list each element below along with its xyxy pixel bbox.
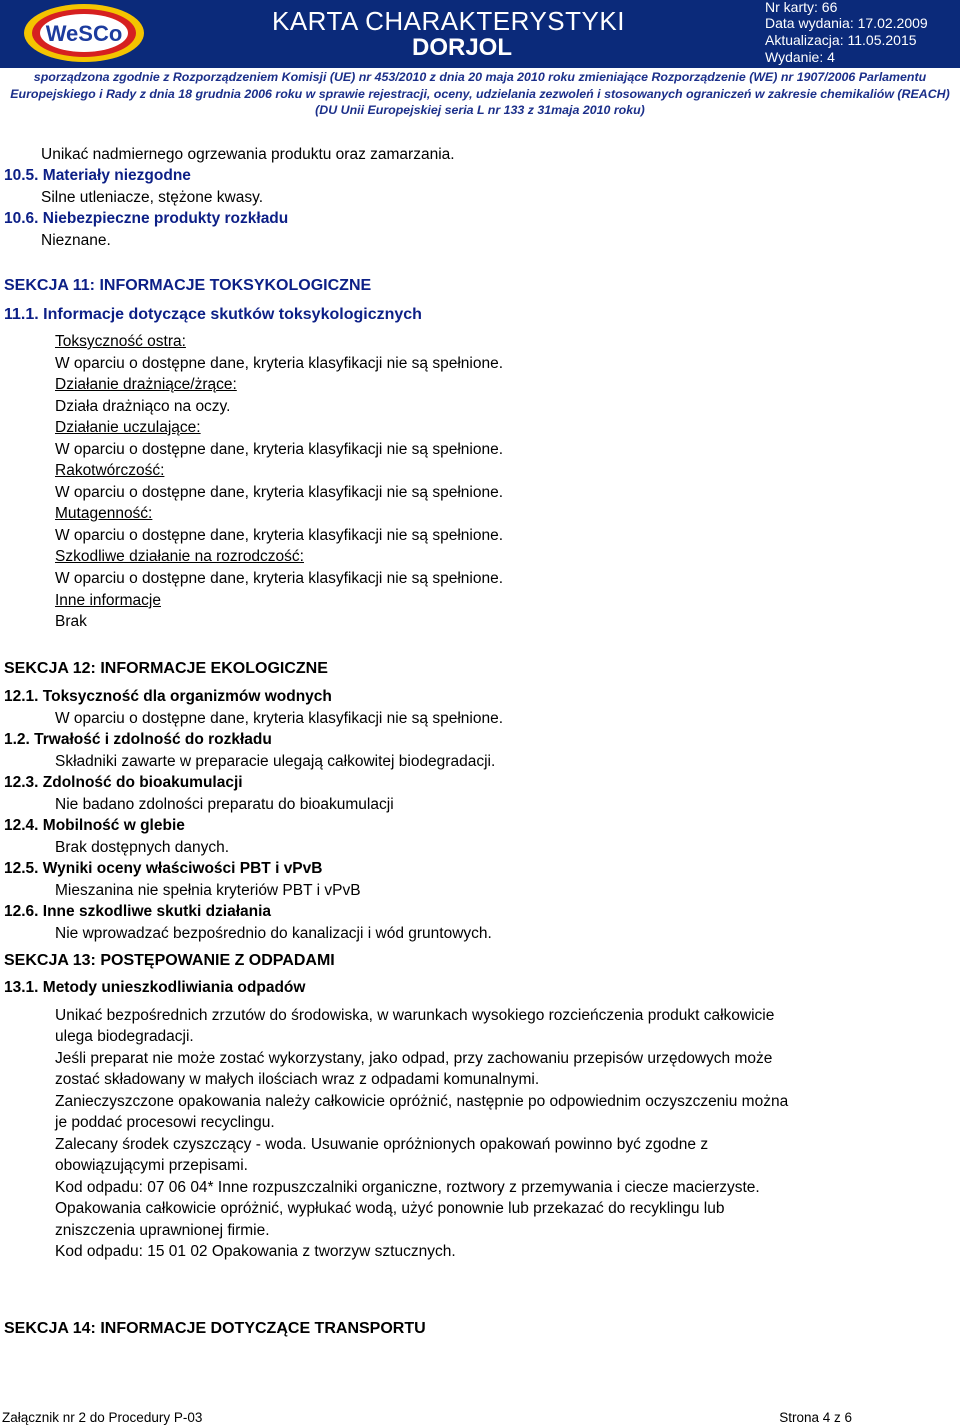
s13-line: Kod odpadu: 15 01 02 Opakowania z tworzyw sztucznych. — [55, 1243, 456, 1260]
s13-line: Zalecany środek czyszczący - woda. Usuwanie opróżnionych opakowań powinno być zgodne z — [55, 1136, 709, 1153]
edition: Wydanie: 4 — [765, 49, 835, 65]
regulation-line-1: sporządzona zgodnie z Rozporządzeniem Komisji (UE) nr 453/2010 z dnia 20 maja 2010 roku zmieniające Rozporządzenie (WE) nr 1907/2006 Parlamentu — [33, 70, 927, 84]
tox-text: W oparciu o dostępne dane, kryteria klasyfikacji nie są spełnione. — [55, 441, 504, 458]
tox-text: Brak — [55, 613, 87, 630]
section-12-heading: SEKCJA 12: INFORMACJE EKOLOGICZNE — [4, 660, 328, 677]
s12-subheading: 12.3. Zdolność do bioakumulacji — [4, 774, 243, 791]
s13-line: zostać składowany w małych ilościach wraz z odpadami komunalnymi. — [55, 1071, 540, 1088]
s12-text: Nie wprowadzać bezpośrednio do kanalizacji i wód gruntowych. — [55, 925, 492, 942]
s11-1-heading: 11.1. Informacje dotyczące skutków toksykologicznych — [4, 306, 422, 323]
section-13-heading: SEKCJA 13: POSTĘPOWANIE Z ODPADAMI — [4, 952, 335, 969]
section-14-heading: SEKCJA 14: INFORMACJE DOTYCZĄCE TRANSPORTU — [4, 1320, 426, 1337]
s13-line: obowiązującymi przepisami. — [55, 1157, 248, 1174]
regulation-line-2: Europejskiego i Rady z dnia 18 grudnia 2006 roku w sprawie rejestracji, oceny, udzielania zezwoleń i stosowanych ograniczeń w zakresie chemikaliów (REACH) — [10, 87, 950, 101]
document-title: KARTA CHARAKTERYSTYKI — [272, 6, 625, 36]
s12-text: Brak dostępnych danych. — [55, 839, 230, 856]
s12-text: W oparciu o dostępne dane, kryteria klasyfikacji nie są spełnione. — [55, 710, 504, 727]
tox-text: W oparciu o dostępne dane, kryteria klasyfikacji nie są spełnione. — [55, 484, 504, 501]
s10-5-text: Silne utleniacze, stężone kwasy. — [41, 189, 263, 206]
s12-text: Mieszanina nie spełnia kryteriów PBT i vPvB — [55, 882, 361, 899]
s13-line: je poddać procesowi recyclingu. — [55, 1114, 275, 1131]
regulation-line-3: (DU Unii Europejskiej seria L nr 133 z 31maja 2010 roku) — [315, 103, 645, 117]
tox-label: Działanie uczulające: — [55, 419, 201, 436]
card-number: Nr karty: 66 — [765, 0, 838, 15]
tox-label: Mutagenność: — [55, 505, 153, 522]
s13-line: Jeśli preparat nie może zostać wykorzystany, jako odpad, przy zachowaniu przepisów urzędowych może — [55, 1050, 773, 1067]
s13-line: Kod odpadu: 07 06 04* Inne rozpuszczalniki organiczne, roztwory z przemywania i ciecze macierzyste. — [55, 1179, 760, 1196]
s13-1-heading: 13.1. Metody unieszkodliwiania odpadów — [4, 979, 306, 996]
tox-text: Działa drażniąco na oczy. — [55, 398, 231, 415]
s13-line: Zanieczyszczone opakowania należy całkowicie opróżnić, następnie po odpowiednim oczyszczeniu można — [55, 1093, 789, 1110]
s13-line: Opakowania całkowicie opróżnić, wypłukać wodą, użyć ponownie lub przekazać do recyklingu lub — [55, 1200, 725, 1217]
s13-line: zniszczenia uprawnionej firmie. — [55, 1222, 270, 1239]
svg-text:WeSCo: WeSCo — [45, 21, 123, 46]
tox-text: W oparciu o dostępne dane, kryteria klasyfikacji nie są spełnione. — [55, 527, 504, 544]
issue-date: Data wydania: 17.02.2009 — [765, 15, 928, 31]
footer-appendix: Załącznik nr 2 do Procedury P-03 — [2, 1410, 203, 1425]
tox-label: Szkodliwe działanie na rozrodczość: — [55, 548, 304, 565]
s12-subheading: 12.4. Mobilność w glebie — [4, 817, 185, 834]
tox-label: Inne informacje — [55, 592, 161, 609]
tox-text: W oparciu o dostępne dane, kryteria klasyfikacji nie są spełnione. — [55, 355, 504, 372]
s12-text: Nie badano zdolności preparatu do bioakumulacji — [55, 796, 394, 813]
s12-subheading: 12.5. Wyniki oceny właściwości PBT i vPvB — [4, 860, 323, 877]
tox-label: Toksyczność ostra: — [55, 333, 186, 350]
s10-6-heading: 10.6. Niebezpieczne produkty rozkładu — [4, 210, 289, 227]
s13-line: ulega biodegradacji. — [55, 1028, 194, 1045]
s10-5-heading: 10.5. Materiały niezgodne — [4, 167, 191, 184]
s13-line: Unikać bezpośrednich zrzutów do środowiska, w warunkach wysokiego rozcieńczenia produkt całkowicie — [55, 1007, 775, 1024]
tox-label: Działanie drażniące/żrące: — [55, 376, 237, 393]
s10-text-storage: Unikać nadmiernego ogrzewania produktu oraz zamarzania. — [41, 146, 455, 163]
tox-label: Rakotwórczość: — [55, 462, 165, 479]
s12-subheading: 1.2. Trwałość i zdolność do rozkładu — [4, 731, 272, 748]
s10-6-text: Nieznane. — [41, 232, 111, 249]
s12-text: Składniki zawarte w preparacie ulegają całkowitej biodegradacji. — [55, 753, 496, 770]
s12-subheading: 12.1. Toksyczność dla organizmów wodnych — [4, 688, 332, 705]
tox-text: W oparciu o dostępne dane, kryteria klasyfikacji nie są spełnione. — [55, 570, 504, 587]
footer-page-number: Strona 4 z 6 — [779, 1410, 852, 1425]
wesco-logo — [22, 2, 146, 64]
section-11-heading: SEKCJA 11: INFORMACJE TOKSYKOLOGICZNE — [4, 277, 372, 294]
product-name: DORJOL — [412, 34, 513, 61]
update-date: Aktualizacja: 11.05.2015 — [765, 32, 917, 48]
s12-subheading: 12.6. Inne szkodliwe skutki działania — [4, 903, 272, 920]
